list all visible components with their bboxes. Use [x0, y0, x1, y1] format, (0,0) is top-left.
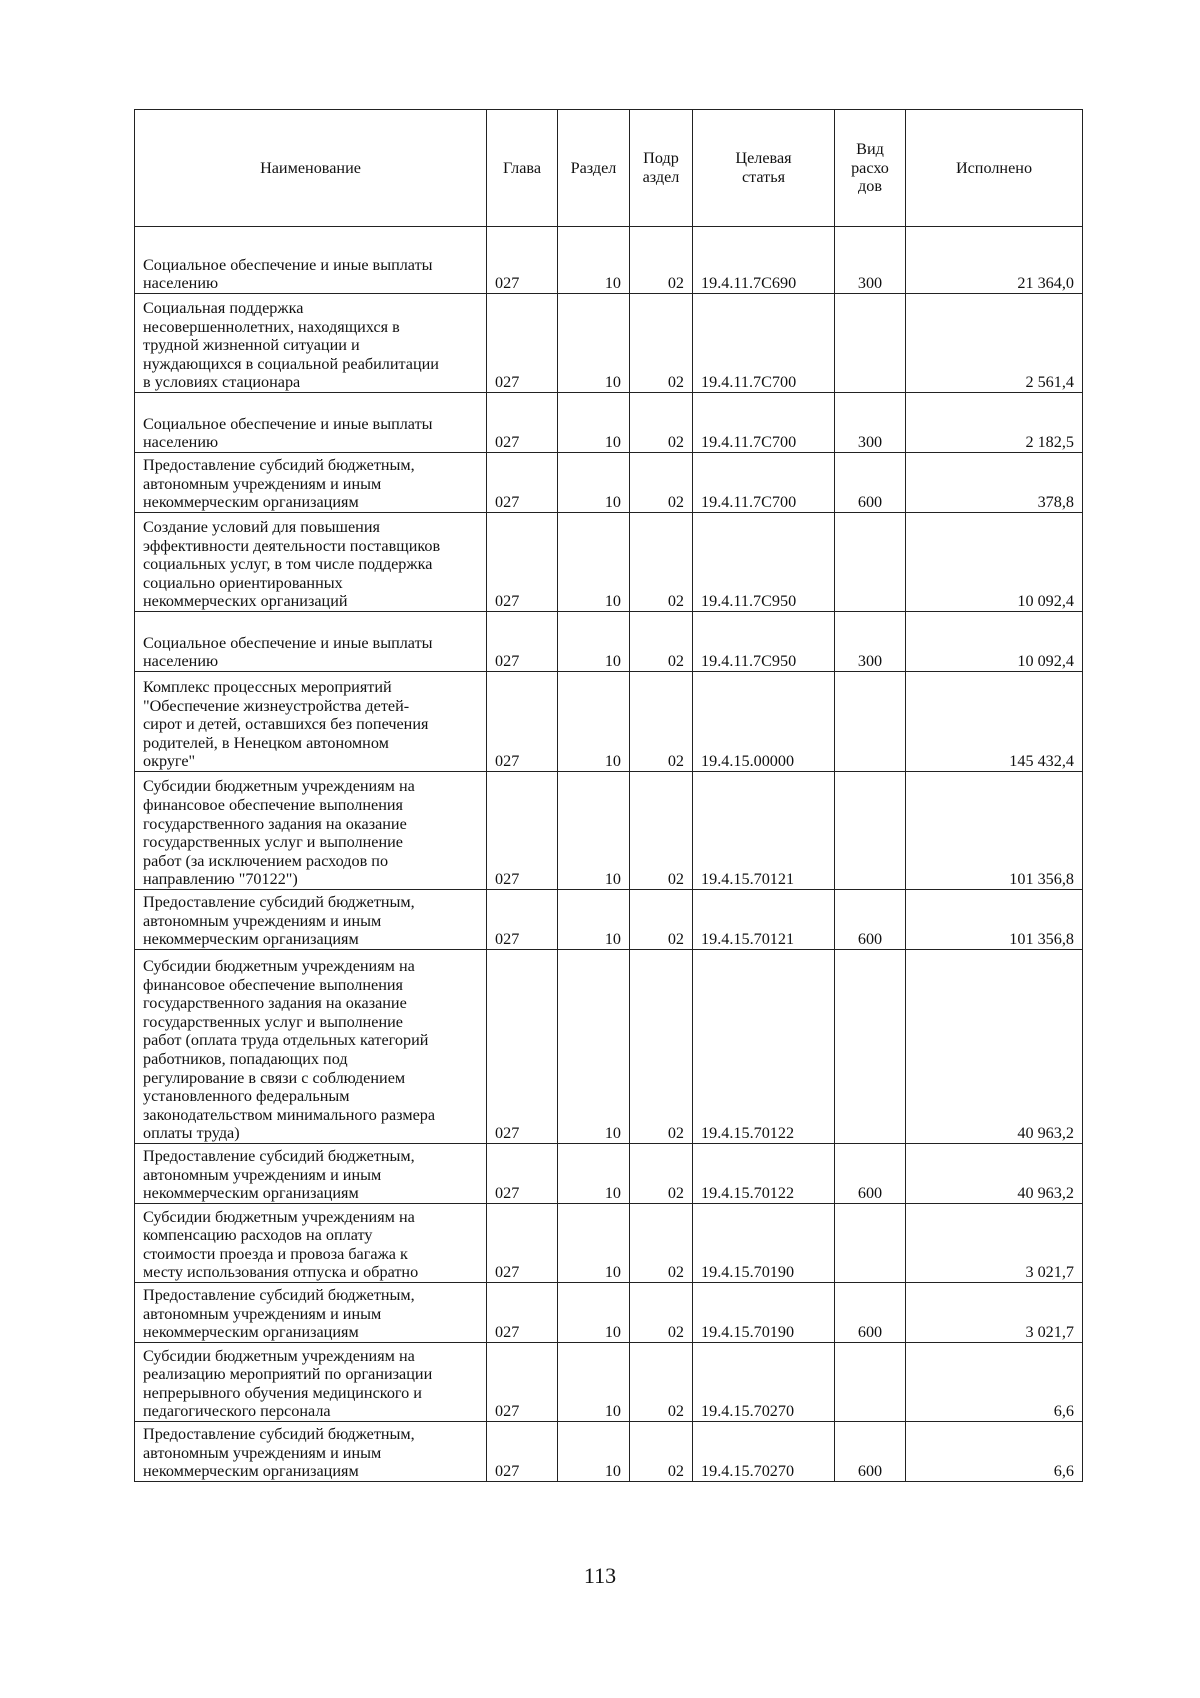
- cell-expense-type: [835, 672, 906, 772]
- cell-name-line: родителей, в Ненецком автономном: [143, 733, 389, 752]
- cell-expense-type: [835, 294, 906, 393]
- cell-chapter: 027: [487, 612, 558, 672]
- cell-name-line: оплаты труда): [143, 1124, 240, 1143]
- cell-subsection: 02: [630, 890, 693, 950]
- cell-name-line: Социальное обеспечение и иные выплаты: [143, 633, 433, 652]
- cell-executed: 3 021,7: [906, 1204, 1083, 1283]
- cell-name-line: государственных услуг и выполнение: [143, 833, 403, 852]
- cell-name-line: педагогического персонала: [143, 1402, 331, 1421]
- cell-target: 19.4.15.70270: [693, 1343, 835, 1422]
- cell-chapter: 027: [487, 1343, 558, 1422]
- cell-name-line: направлению "70122"): [143, 870, 298, 889]
- cell-subsection: 02: [630, 772, 693, 890]
- cell-expense-type: 300: [835, 227, 906, 294]
- cell-name-line: Субсидии бюджетным учреждениям на: [143, 957, 415, 976]
- cell-name-line: работ (за исключением расходов по: [143, 851, 389, 870]
- cell-subsection: 02: [630, 1204, 693, 1283]
- cell-target: 19.4.15.70190: [693, 1283, 835, 1343]
- cell-target: 19.4.11.7С690: [693, 227, 835, 294]
- cell-name-line: трудной жизненной ситуации и: [143, 336, 360, 355]
- header-subsection-line: аздел: [642, 168, 680, 186]
- table-row: [135, 1144, 1083, 1204]
- cell-name-line: автономным учреждениям и иным: [143, 911, 382, 930]
- cell-subsection: 02: [630, 1283, 693, 1343]
- cell-name-line: Социальное обеспечение и иные выплаты: [143, 414, 433, 433]
- cell-name-line: Социальное обеспечение и иные выплаты: [143, 255, 433, 274]
- table-row: [135, 1204, 1083, 1283]
- cell-section: 10: [558, 950, 630, 1144]
- cell-executed: 40 963,2: [906, 1144, 1083, 1204]
- cell-expense-type: 600: [835, 890, 906, 950]
- cell-name-line: законодательством минимального размера: [143, 1105, 436, 1124]
- cell-section: 10: [558, 772, 630, 890]
- cell-chapter: 027: [487, 294, 558, 393]
- cell-name: [135, 672, 487, 772]
- cell-target: 19.4.15.00000: [693, 672, 835, 772]
- cell-subsection: 02: [630, 393, 693, 453]
- cell-name-line: Предоставление субсидий бюджетным,: [143, 456, 415, 475]
- cell-name-line: регулирование в связи с соблюдением: [143, 1068, 406, 1087]
- cell-name-line: Предоставление субсидий бюджетным,: [143, 1286, 415, 1305]
- cell-name-line: социальных услуг, в том числе поддержка: [143, 555, 433, 574]
- header-expense-type-line: расхо: [851, 158, 889, 177]
- cell-executed: 2 182,5: [906, 393, 1083, 453]
- cell-name-line: Субсидии бюджетным учреждениям на: [143, 1346, 415, 1365]
- cell-target: 19.4.15.70122: [693, 1144, 835, 1204]
- cell-name-line: автономным учреждениям и иным: [143, 474, 382, 493]
- cell-executed: 21 364,0: [906, 227, 1083, 294]
- cell-name-line: некоммерческим организациям: [143, 1184, 359, 1203]
- budget-execution-table: [134, 109, 1083, 1482]
- table-row: [135, 1422, 1083, 1482]
- cell-name-line: в условиях стационара: [143, 373, 301, 392]
- cell-section: 10: [558, 1343, 630, 1422]
- cell-name-line: Предоставление субсидий бюджетным,: [143, 1425, 415, 1444]
- cell-name-line: Создание условий для повышения: [143, 518, 380, 537]
- cell-target: 19.4.15.70270: [693, 1422, 835, 1482]
- header-subsection: [630, 110, 693, 227]
- cell-expense-type: 600: [835, 1422, 906, 1482]
- cell-expense-type: 300: [835, 393, 906, 453]
- cell-name: [135, 1204, 487, 1283]
- page-number: 113: [583, 1563, 617, 1588]
- cell-expense-type: [835, 950, 906, 1144]
- cell-section: 10: [558, 393, 630, 453]
- cell-name: [135, 1283, 487, 1343]
- cell-chapter: 027: [487, 513, 558, 612]
- cell-target: 19.4.11.7С700: [693, 393, 835, 453]
- cell-name-line: сирот и детей, оставшихся без попечения: [143, 715, 429, 734]
- cell-executed: 6,6: [906, 1422, 1083, 1482]
- cell-name-line: работников, попадающих под: [143, 1050, 348, 1069]
- table-row: [135, 453, 1083, 513]
- cell-chapter: 027: [487, 1283, 558, 1343]
- cell-chapter: 027: [487, 772, 558, 890]
- cell-name-line: населению: [143, 433, 219, 452]
- header-section: Раздел: [558, 110, 630, 227]
- cell-section: 10: [558, 1144, 630, 1204]
- header-expense-type: [835, 110, 906, 227]
- cell-name-line: нуждающихся в социальной реабилитации: [143, 354, 439, 373]
- cell-expense-type: 600: [835, 1283, 906, 1343]
- cell-expense-type: [835, 1343, 906, 1422]
- cell-expense-type: 600: [835, 1144, 906, 1204]
- cell-executed: 145 432,4: [906, 672, 1083, 772]
- cell-chapter: 027: [487, 890, 558, 950]
- cell-executed: 3 021,7: [906, 1283, 1083, 1343]
- cell-name-line: некоммерческим организациям: [143, 1323, 359, 1342]
- table-row: [135, 672, 1083, 772]
- cell-name-line: социально ориентированных: [143, 573, 343, 592]
- cell-expense-type: 300: [835, 612, 906, 672]
- header-name: Наименование: [135, 110, 487, 227]
- cell-executed: 10 092,4: [906, 612, 1083, 672]
- cell-subsection: 02: [630, 950, 693, 1144]
- cell-section: 10: [558, 672, 630, 772]
- cell-name-line: Субсидии бюджетным учреждениям на: [143, 1207, 415, 1226]
- cell-subsection: 02: [630, 1144, 693, 1204]
- cell-executed: 6,6: [906, 1343, 1083, 1422]
- cell-name: [135, 453, 487, 513]
- table-row: [135, 612, 1083, 672]
- cell-name-line: государственных услуг и выполнение: [143, 1012, 403, 1031]
- header-target-line: Целевая: [735, 149, 792, 168]
- table-row: [135, 393, 1083, 453]
- cell-expense-type: [835, 772, 906, 890]
- cell-name: [135, 294, 487, 393]
- cell-executed: 378,8: [906, 453, 1083, 513]
- cell-name: [135, 890, 487, 950]
- cell-section: 10: [558, 1422, 630, 1482]
- cell-subsection: 02: [630, 227, 693, 294]
- cell-section: 10: [558, 513, 630, 612]
- cell-name: [135, 1343, 487, 1422]
- header-expense-type-line: Вид: [856, 140, 884, 159]
- cell-executed: 10 092,4: [906, 513, 1083, 612]
- cell-name-line: установленного федеральным: [143, 1087, 350, 1106]
- cell-name-line: автономным учреждениям и иным: [143, 1304, 382, 1323]
- cell-section: 10: [558, 612, 630, 672]
- cell-subsection: 02: [630, 453, 693, 513]
- cell-chapter: 027: [487, 950, 558, 1144]
- cell-name-line: несовершеннолетних, находящихся в: [143, 317, 400, 336]
- header-chapter: Глава: [487, 110, 558, 227]
- cell-name-line: непрерывного обучения медицинского и: [143, 1383, 422, 1402]
- table-row: [135, 890, 1083, 950]
- cell-name: [135, 513, 487, 612]
- cell-name-line: стоимости проезда и провоза багажа к: [143, 1244, 408, 1263]
- cell-chapter: 027: [487, 1204, 558, 1283]
- header-subsection-line: Подр: [643, 149, 679, 168]
- cell-expense-type: [835, 1204, 906, 1283]
- cell-name-line: некоммерческим организациям: [143, 493, 359, 512]
- cell-name: [135, 1144, 487, 1204]
- cell-subsection: 02: [630, 513, 693, 612]
- header-row: [135, 110, 1083, 227]
- cell-executed: 2 561,4: [906, 294, 1083, 393]
- cell-name-line: "Обеспечение жизнеустройства детей-: [143, 696, 410, 715]
- table-body: [135, 227, 1083, 1482]
- cell-chapter: 027: [487, 393, 558, 453]
- cell-target: 19.4.11.7С950: [693, 612, 835, 672]
- cell-subsection: 02: [630, 612, 693, 672]
- table-row: [135, 950, 1083, 1144]
- cell-target: 19.4.15.70121: [693, 890, 835, 950]
- cell-name: [135, 1422, 487, 1482]
- cell-name-line: Комплекс процессных мероприятий: [143, 678, 392, 697]
- cell-subsection: 02: [630, 294, 693, 393]
- cell-executed: 101 356,8: [906, 890, 1083, 950]
- cell-name-line: работ (оплата труда отдельных категорий: [143, 1031, 429, 1050]
- cell-section: 10: [558, 1204, 630, 1283]
- cell-chapter: 027: [487, 1422, 558, 1482]
- cell-name-line: населению: [143, 652, 219, 671]
- cell-name: [135, 393, 487, 453]
- cell-section: 10: [558, 890, 630, 950]
- cell-name: [135, 227, 487, 294]
- cell-executed: 40 963,2: [906, 950, 1083, 1144]
- cell-target: 19.4.11.7С700: [693, 294, 835, 393]
- cell-name-line: эффективности деятельности поставщиков: [143, 536, 441, 555]
- table-row: [135, 1343, 1083, 1422]
- cell-subsection: 02: [630, 672, 693, 772]
- cell-chapter: 027: [487, 1144, 558, 1204]
- table-row: [135, 513, 1083, 612]
- cell-section: 10: [558, 453, 630, 513]
- cell-section: 10: [558, 1283, 630, 1343]
- table-row: [135, 227, 1083, 294]
- cell-expense-type: 600: [835, 453, 906, 513]
- table-header: [135, 110, 1083, 227]
- cell-name-line: государственного задания на оказание: [143, 814, 407, 833]
- header-target: [693, 110, 835, 227]
- cell-name-line: автономным учреждениям и иным: [143, 1165, 382, 1184]
- cell-name-line: некоммерческих организаций: [143, 592, 348, 611]
- header-expense-type-line: дов: [858, 177, 882, 196]
- cell-name: [135, 772, 487, 890]
- cell-name-line: населению: [143, 274, 219, 293]
- cell-name-line: автономным учреждениям и иным: [143, 1443, 382, 1462]
- cell-name-line: месту использования отпуска и обратно: [143, 1263, 419, 1282]
- table-row: [135, 294, 1083, 393]
- cell-name-line: Предоставление субсидий бюджетным,: [143, 893, 415, 912]
- cell-subsection: 02: [630, 1422, 693, 1482]
- table-row: [135, 772, 1083, 890]
- cell-name-line: Субсидии бюджетным учреждениям на: [143, 777, 415, 796]
- cell-executed: 101 356,8: [906, 772, 1083, 890]
- header-target-line: статья: [741, 168, 786, 186]
- cell-name-line: реализацию мероприятий по организации: [143, 1365, 433, 1384]
- cell-target: 19.4.11.7С950: [693, 513, 835, 612]
- cell-name-line: Социальная поддержка: [143, 299, 304, 318]
- cell-name-line: финансовое обеспечение выполнения: [143, 975, 403, 994]
- cell-chapter: 027: [487, 672, 558, 772]
- cell-name: [135, 612, 487, 672]
- cell-name-line: некоммерческим организациям: [143, 1462, 359, 1481]
- cell-name-line: государственного задания на оказание: [143, 994, 407, 1013]
- cell-expense-type: [835, 513, 906, 612]
- cell-name-line: финансовое обеспечение выполнения: [143, 796, 403, 815]
- cell-name: [135, 950, 487, 1144]
- cell-name-line: округе": [143, 752, 196, 771]
- cell-subsection: 02: [630, 1343, 693, 1422]
- cell-chapter: 027: [487, 227, 558, 294]
- table-row: [135, 1283, 1083, 1343]
- header-executed: Исполнено: [906, 110, 1083, 227]
- cell-section: 10: [558, 294, 630, 393]
- cell-target: 19.4.11.7С700: [693, 453, 835, 513]
- cell-name-line: Предоставление субсидий бюджетным,: [143, 1147, 415, 1166]
- cell-section: 10: [558, 227, 630, 294]
- cell-target: 19.4.15.70190: [693, 1204, 835, 1283]
- cell-name-line: компенсацию расходов на оплату: [143, 1226, 373, 1245]
- cell-chapter: 027: [487, 453, 558, 513]
- cell-target: 19.4.15.70122: [693, 950, 835, 1144]
- cell-target: 19.4.15.70121: [693, 772, 835, 890]
- cell-name-line: некоммерческим организациям: [143, 930, 359, 949]
